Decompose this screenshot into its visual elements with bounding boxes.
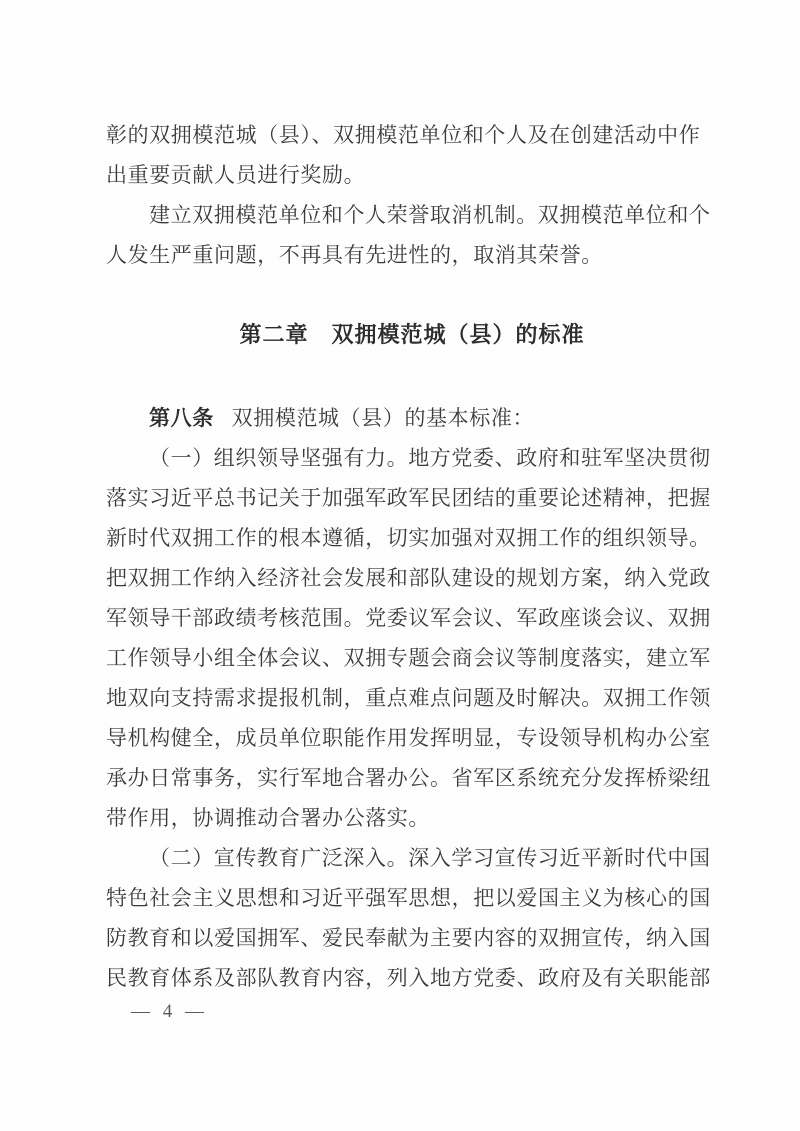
item2-line: （二）宣传教育广泛深入。深入学习宣传习近平新时代中国 (149, 846, 711, 870)
item1-line: 军领导干部政绩考核范围。党委议军会议、军政座谈会议、双拥 (106, 606, 711, 630)
item2-line: 防教育和以爱国拥军、爱民奉献为主要内容的双拥宣传，纳入国 (106, 926, 711, 950)
document-body (106, 115, 718, 998)
award-paragraph-line: 出重要贡献人员进行奖励。 (106, 163, 366, 187)
item1-line: 把双拥工作纳入经济社会发展和部队建设的规划方案，纳入党政 (106, 566, 711, 590)
item2-line: 特色社会主义思想和习近平强军思想，把以爱国主义为核心的国 (106, 886, 711, 910)
item2-line: 民教育体系及部队教育内容，列入地方党委、政府及有关职能部 (106, 966, 711, 990)
chapter-heading: 第二章 双拥模范城（县）的标准 (239, 322, 585, 347)
article8-number: 第八条 (149, 407, 214, 430)
item1-line: 落实习近平总书记关于加强军政军民团结的重要论述精神，把握 (106, 486, 711, 510)
revoke-paragraph-line: 建立双拥模范单位和个人荣誉取消机制。双拥模范单位和个 (149, 203, 711, 227)
article8-line (106, 398, 718, 438)
item1-line: 地双向支持需求提报机制，重点难点问题及时解决。双拥工作领 (106, 686, 711, 710)
item1-line: 工作领导小组全体会议、双拥专题会商会议等制度落实，建立军 (106, 646, 711, 670)
page-number: — 4 — (131, 1001, 208, 1022)
revoke-paragraph-line: 人发生严重问题，不再具有先进性的，取消其荣誉。 (106, 243, 603, 267)
award-paragraph-line: 彰的双拥模范城（县）、双拥模范单位和个人及在创建活动中作 (106, 123, 701, 147)
item1-line: 新时代双拥工作的根本遵循，切实加强对双拥工作的组织领导。 (106, 526, 711, 550)
item1-line: 导机构健全，成员单位职能作用发挥明显，专设领导机构办公室 (106, 726, 711, 750)
article8-title: 双拥模范城（县）的基本标准： (231, 406, 535, 430)
item1-line: 承办日常事务，实行军地合署办公。省军区系统充分发挥桥梁纽 (106, 766, 711, 790)
item1-line: （一）组织领导坚强有力。地方党委、政府和驻军坚决贯彻 (149, 446, 711, 470)
item1-line: 带作用，协调推动合署办公落实。 (106, 806, 430, 830)
